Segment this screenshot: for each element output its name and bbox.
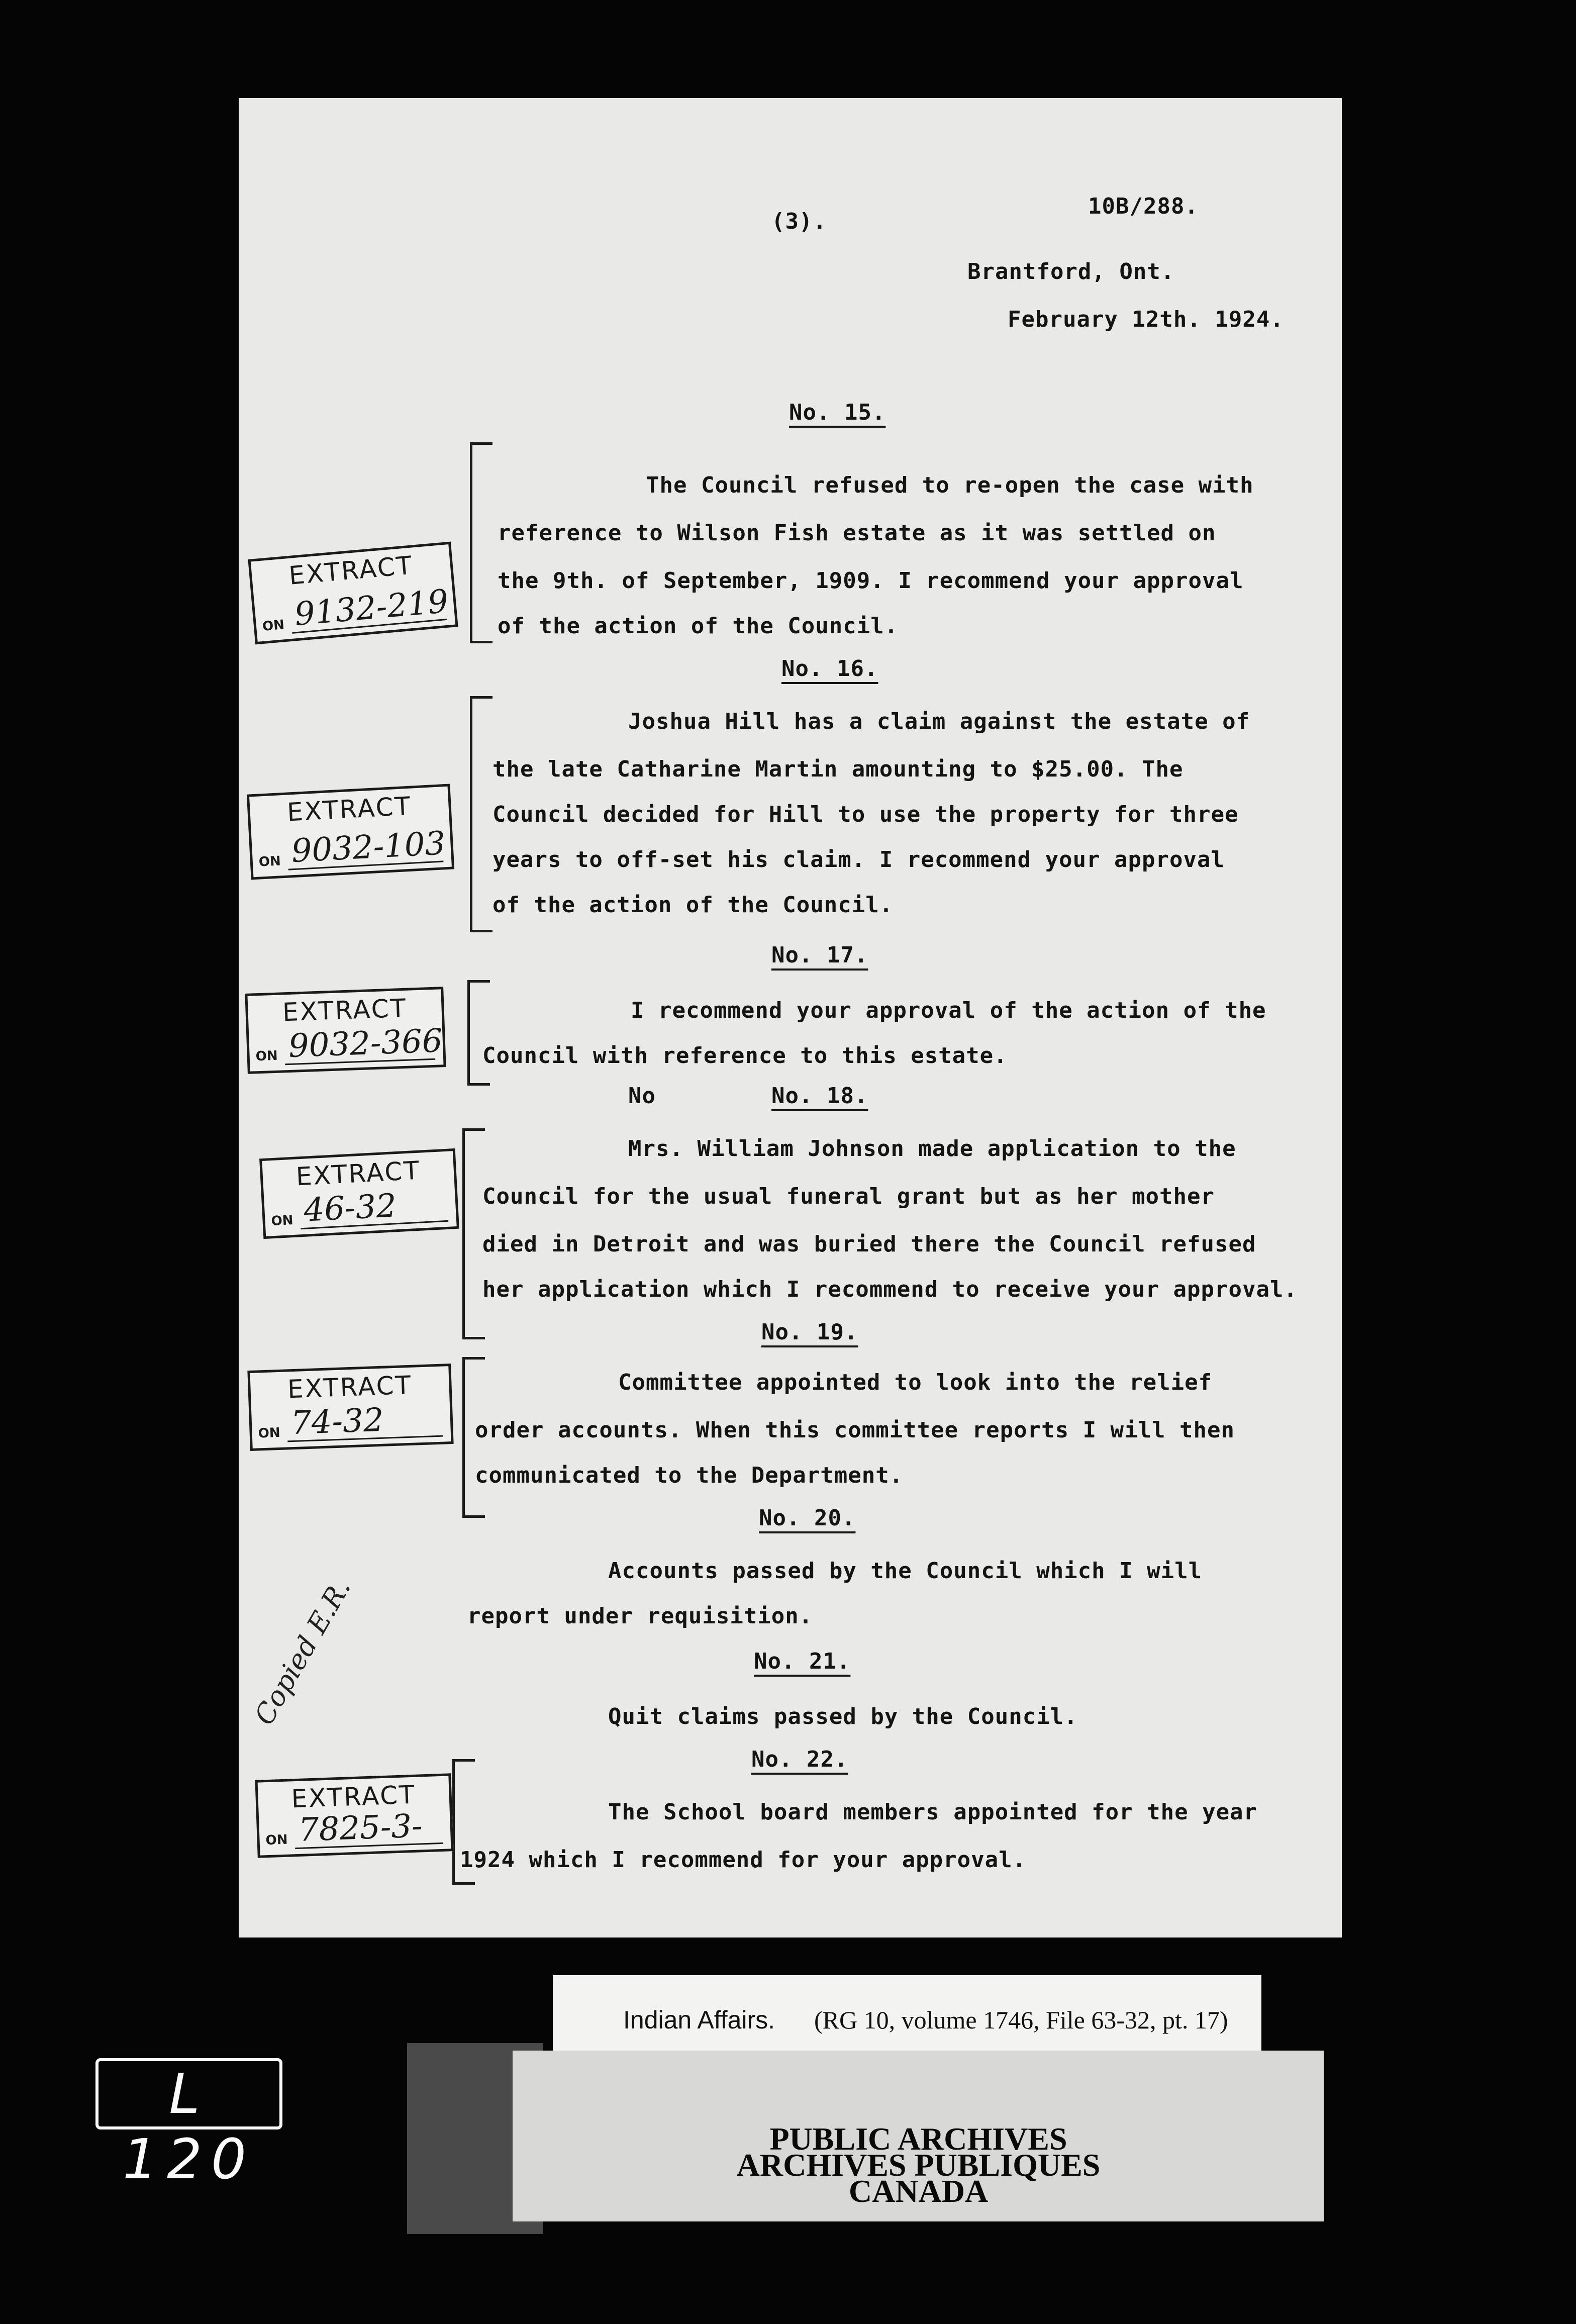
- stray-prefix: No: [628, 1083, 656, 1109]
- extract-stamp: EXTRACT ON 9132-219: [248, 542, 458, 645]
- reference-label: (RG 10, volume 1746, File 63-32, pt. 17): [814, 2006, 1228, 2034]
- section-heading: No. 22.: [751, 1747, 848, 1772]
- body-line: The Council refused to re-open the case with: [646, 472, 1254, 498]
- margin-bracket: [470, 442, 492, 643]
- document-page: [239, 98, 1342, 1938]
- body-line: her application which I recommend to receive your approval.: [482, 1277, 1298, 1302]
- body-line: the 9th. of September, 1909. I recommend your approval: [498, 568, 1244, 594]
- body-line: Council decided for Hill to use the property for three: [492, 802, 1239, 827]
- section-heading: No. 17.: [771, 942, 868, 968]
- section-heading: No. 21.: [754, 1649, 851, 1674]
- archive-line-3: CANADA: [848, 2173, 989, 2209]
- body-line: Council with reference to this estate.: [482, 1043, 1008, 1069]
- body-line: years to off-set his claim. I recommend your approval: [492, 847, 1225, 873]
- body-line: communicated to the Department.: [475, 1463, 904, 1488]
- page-number: (3).: [771, 209, 827, 234]
- reel-number: L 120: [95, 2058, 282, 2129]
- file-number: 10B/288.: [1088, 193, 1199, 219]
- handwritten-note: Copied E.R.: [248, 1573, 357, 1730]
- place: Brantford, Ont.: [967, 259, 1175, 284]
- section-heading: No. 18.: [771, 1083, 868, 1109]
- section-heading: No. 16.: [781, 656, 878, 682]
- body-line: 1924 which I recommend for your approval.: [460, 1847, 1027, 1873]
- extract-stamp: EXTRACT ON 74-32: [247, 1364, 453, 1451]
- date: February 12th. 1924.: [1008, 307, 1284, 332]
- section-heading: No. 15.: [789, 400, 886, 425]
- archive-stamp-card: [513, 2051, 1324, 2221]
- section-heading: No. 19.: [761, 1319, 858, 1345]
- archive-line-2: ARCHIVES PUBLIQUES: [736, 2147, 1101, 2183]
- extract-stamp: EXTRACT ON 9032-103: [247, 784, 454, 880]
- body-line: died in Detroit and was buried there the Council refused: [482, 1231, 1256, 1257]
- body-line: The School board members appointed for the year: [608, 1799, 1258, 1825]
- body-line: Quit claims passed by the Council.: [608, 1704, 1078, 1729]
- body-line: order accounts. When this committee reports I will then: [475, 1417, 1235, 1443]
- body-line: report under requisition.: [467, 1603, 813, 1629]
- department-label: Indian Affairs.: [623, 2006, 775, 2034]
- body-line: Mrs. William Johnson made application to the: [628, 1136, 1236, 1161]
- body-line: reference to Wilson Fish estate as it was settled on: [498, 520, 1216, 546]
- body-line: the late Catharine Martin amounting to $25.00. The: [492, 756, 1184, 782]
- body-line: of the action of the Council.: [498, 613, 899, 639]
- body-line: Council for the usual funeral grant but as her mother: [482, 1184, 1215, 1209]
- body-line: of the action of the Council.: [492, 892, 894, 918]
- body-line: I recommend your approval of the action of the: [631, 998, 1266, 1023]
- section-heading: No. 20.: [759, 1505, 856, 1531]
- body-line: Committee appointed to look into the relief: [618, 1370, 1213, 1395]
- margin-bracket: [462, 1128, 485, 1339]
- extract-stamp: EXTRACT ON 9032-366: [245, 987, 446, 1074]
- body-line: Accounts passed by the Council which I will: [608, 1558, 1203, 1584]
- extract-stamp: EXTRACT ON 46-32: [259, 1148, 459, 1239]
- margin-bracket: [467, 980, 490, 1086]
- body-line: Joshua Hill has a claim against the estate of: [628, 709, 1250, 734]
- margin-bracket: [470, 696, 492, 932]
- archive-line-1: PUBLIC ARCHIVES: [769, 2121, 1067, 2157]
- extract-stamp: EXTRACT ON 7825-3-: [255, 1773, 453, 1858]
